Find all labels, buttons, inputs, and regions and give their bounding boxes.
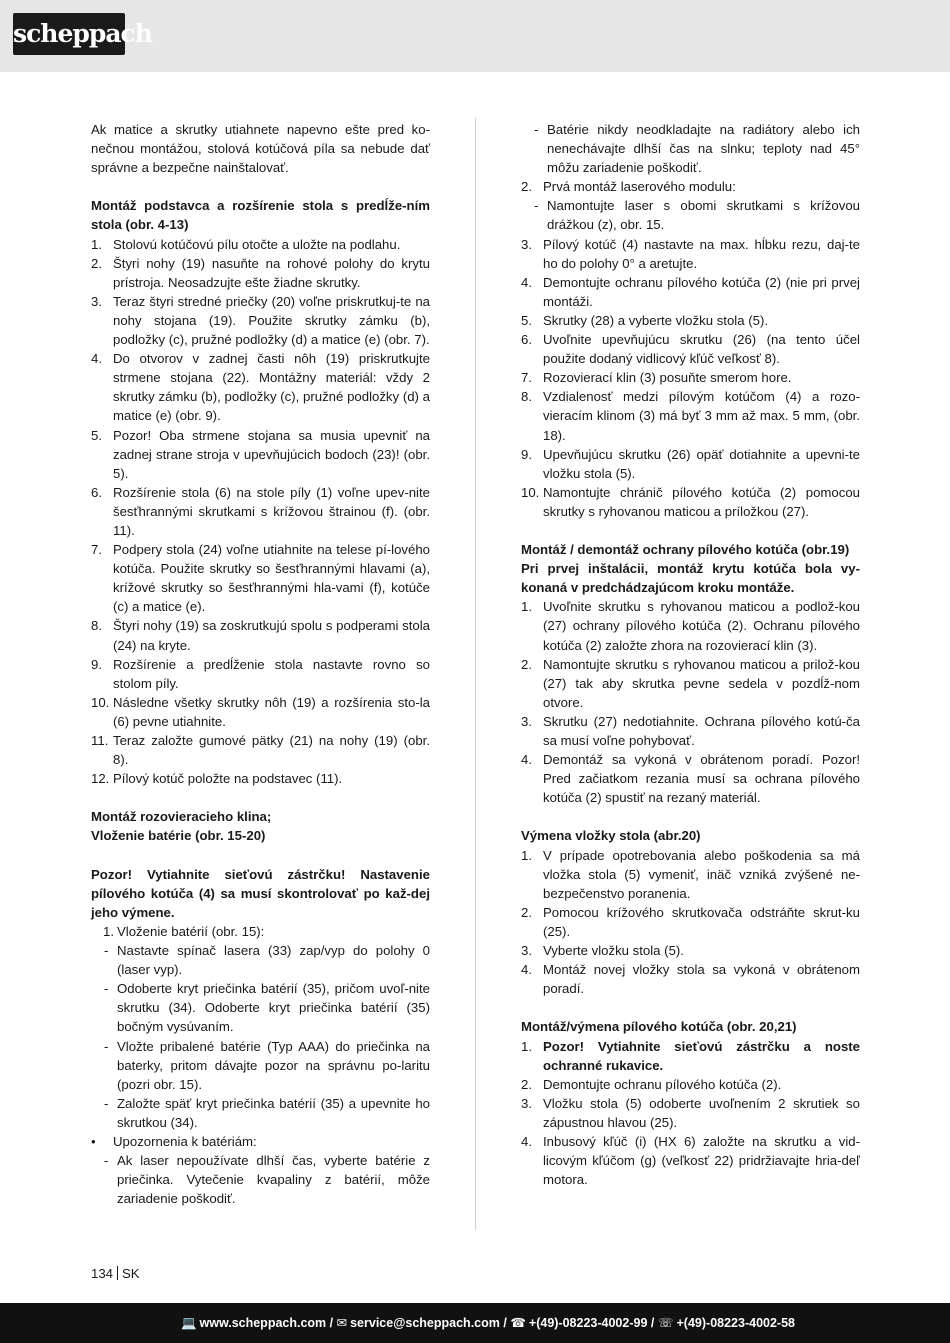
- list-marker: 2.: [521, 1076, 532, 1092]
- list-item: [521, 483, 860, 521]
- spacer: [521, 521, 860, 540]
- list-item-text: Odoberte kryt priečinka batérií (35), pričom uvoľ-nite skrutku (34). Odoberte kryt priečinka batérií (35) bočným vysúvaním.: [117, 981, 430, 1035]
- list-item-text: V prípade opotrebovania alebo poškodenia sa má vložka stola (5) vymeniť, inäč vzniká zvýšené ne-bezpečenstvo poranenia.: [543, 847, 860, 901]
- list-marker: 7.: [91, 542, 102, 558]
- header-bar: [0, 0, 950, 72]
- list-item: [91, 655, 430, 693]
- list-item-text: Pomocou krížového skrutkovača odstráňte skrut-ku (25).: [543, 904, 860, 939]
- list-item: [521, 1037, 860, 1075]
- language-code: SK: [122, 1266, 140, 1281]
- list-marker: -: [104, 981, 109, 997]
- list-marker: 12.: [91, 771, 110, 787]
- column-divider: [475, 118, 476, 1230]
- list-marker: 1.: [521, 599, 532, 615]
- list-item: [521, 750, 860, 807]
- list-item-text: Uvoľnite upevňujúcu skrutku (26) (na tento účel použite dodaný vidlicový kľúč veľkosť 8).: [543, 332, 860, 367]
- page-number: [91, 1266, 140, 1281]
- list-item: [91, 235, 430, 254]
- footer-separator: /: [329, 1316, 334, 1330]
- list-item-text: Pílový kotúč položte na podstavec (11).: [113, 771, 343, 787]
- list-item: [521, 368, 860, 387]
- mail-icon: ✉: [336, 1316, 348, 1330]
- list-item: [91, 693, 430, 731]
- list-item-text: Pozor! Oba strmene stojana sa musia upevniť na zadnej strane stroja v upevňujúcich bodoch (23)! (obr. 5).: [113, 427, 430, 481]
- list-item: [521, 903, 860, 941]
- list-item: [91, 979, 430, 1036]
- list-marker: 4.: [521, 1133, 532, 1149]
- list-item: [91, 941, 430, 979]
- list-marker: 2.: [91, 255, 102, 271]
- list-marker: 6.: [521, 332, 532, 348]
- list-marker: 10.: [91, 694, 110, 710]
- section-heading: Montáž podstavca a rozšírenie stola s predĺže-ním stola (obr. 4-13): [91, 198, 430, 233]
- list-marker: -: [104, 1038, 109, 1054]
- list-item: [91, 616, 430, 654]
- list-item-text: Vloženie batérií (obr. 15):: [117, 923, 265, 939]
- spacer: [91, 846, 430, 865]
- section-heading: Vloženie batérie (obr. 15-20): [91, 828, 266, 844]
- list-item-text: Inbusový kľúč (i) (HX 6) založte na skrutku a vid-licovým kľúčom (g) (veľkosť 22) pridržiavajte hria-deľ motora.: [543, 1133, 860, 1188]
- list-marker: 4.: [91, 351, 102, 367]
- list-marker: 7.: [521, 370, 532, 386]
- list-item: [521, 445, 860, 483]
- list-item: [521, 120, 860, 177]
- paragraph: Ak matice a skrutky utiahnete napevno ešte pred ko-nečnou montážou, stolová kotúčová píla sa nebude dať správne a bezpečne nainštalovať.: [91, 122, 430, 176]
- list-item-text: Skrutky (28) a vyberte vložku stola (5).: [543, 312, 768, 328]
- list-item-text: Ak laser nepoužívate dlhší čas, vyberte batérie z priečinka. Vytečenie kvapaliny z batérií, môže zariadenie poškodiť.: [117, 1153, 430, 1207]
- page-number-separator: [117, 1266, 118, 1280]
- list-marker: 3.: [521, 943, 532, 959]
- list-item-text: Založte späť kryt priečinka batérií (35) a upevnite ho skrutkou (34).: [117, 1095, 430, 1130]
- right-column: [521, 120, 860, 1189]
- section-heading: Montáž rozovieracieho klina;: [91, 809, 272, 825]
- list-item-text: Rozšírenie a predĺženie stola nastavte rovno so stolom píly.: [113, 656, 430, 691]
- list-item-text: Vzdialenosť medzi pílovým kotúčom (4) a rozo-vieracím klinom (3) má byť 3 mm až max. 5 mm, (obr. 18).: [543, 389, 860, 443]
- list-item-text: Namontujte laser s obomi skrutkami s krížovou drážkou (z), obr. 15.: [547, 198, 860, 233]
- list-item: [521, 1094, 860, 1132]
- list-item: [521, 941, 860, 960]
- section-heading: Montáž/výmena pílového kotúča (obr. 20,21): [521, 1019, 797, 1035]
- list-marker: 3.: [91, 293, 102, 309]
- website-link[interactable]: www.scheppach.com: [199, 1316, 327, 1330]
- list-item-text: Rozšírenie stola (6) na stole píly (1) voľne upev-nite šesťhrannými skrutkami s krížovou štrainou (f). (obr. 11).: [113, 484, 430, 538]
- list-item: [91, 349, 430, 425]
- list-marker: -: [534, 198, 539, 214]
- list-marker: 1.: [521, 1038, 532, 1054]
- phone-icon: ☎: [510, 1316, 526, 1330]
- section-heading: Pri prvej inštalácii, montáž krytu kotúča bola vy-konaná v predchádzajúcom kroku montáže.: [521, 561, 860, 596]
- list-item-text: Teraz štyri stredné priečky (20) voľne priskrutkuj-te na nohy stojana (19). Použite skrutky zámku (b), podložky (c), pružné podložky (d) a matice (e) (obr. 7).: [113, 293, 430, 348]
- list-marker: 1.: [521, 847, 532, 863]
- list-item-text: Rozovierací klin (3) posuňte smerom hore.: [543, 370, 792, 386]
- page-number-value: 134: [91, 1266, 114, 1281]
- list-item-text: Demontáž sa vykoná v obrátenom poradí. Pozor! Pred začiatkom rezania musí sa ochrana pílového kotúča (2) spustiť na rezaný materiál.: [543, 752, 860, 806]
- section-heading: Pozor! Vytiahnite sieťovú zástrčku! Nastavenie pílového kotúča (4) sa musí skontrolovať po kaž-dej jeho výmene.: [91, 866, 430, 920]
- spacer: [91, 177, 430, 196]
- spacer: [521, 998, 860, 1017]
- list-item-text: Štyri nohy (19) sa zoskrutkujú spolu s podperami stola (24) na kryte.: [113, 618, 430, 653]
- list-item-text: Demontujte ochranu pílového kotúča (2) (nie pri prvej montáži.: [543, 274, 860, 309]
- list-item: [521, 235, 860, 273]
- list-marker: 1.: [103, 923, 114, 939]
- list-marker: 2.: [521, 179, 532, 195]
- list-item: [91, 1132, 430, 1151]
- list-marker: -: [104, 943, 109, 959]
- footer-contacts: [181, 1303, 795, 1343]
- list-marker: 4.: [521, 274, 532, 290]
- list-marker: 9.: [91, 656, 102, 672]
- list-item-text: Pozor! Vytiahnite sieťovú zástrčku a noste ochranné rukavice.: [543, 1038, 860, 1073]
- list-item: [91, 254, 430, 292]
- list-item: [91, 922, 430, 941]
- list-item-text: Demontujte ochranu pílového kotúča (2).: [543, 1076, 782, 1092]
- list-marker: 5.: [91, 427, 102, 443]
- footer-separator: /: [503, 1316, 507, 1330]
- list-item: [91, 769, 430, 788]
- computer-icon: 💻: [180, 1316, 197, 1330]
- list-marker: 4.: [521, 752, 532, 768]
- list-item: [521, 1132, 860, 1189]
- list-item: [91, 292, 430, 349]
- list-marker: 2.: [521, 904, 532, 920]
- phone-number: +(49)-08223-4002-99: [528, 1316, 648, 1330]
- list-item: [521, 311, 860, 330]
- list-marker: 8.: [91, 618, 102, 634]
- list-item: [521, 712, 860, 750]
- list-item-text: Stolovú kotúčovú pílu otočte a uložte na podlahu.: [113, 236, 401, 252]
- list-marker: •: [91, 1133, 96, 1149]
- list-marker: 4.: [521, 962, 532, 978]
- list-marker: 5.: [521, 312, 532, 328]
- list-marker: -: [104, 1095, 109, 1111]
- list-item: [521, 597, 860, 654]
- list-marker: 9.: [521, 446, 532, 462]
- list-item: [91, 426, 430, 483]
- footer-bar: [0, 1303, 950, 1343]
- list-item-text: Teraz založte gumové pätky (21) na nohy (19) (obr. 8).: [113, 733, 430, 768]
- footer-separator: /: [650, 1316, 655, 1330]
- list-marker: 10.: [521, 484, 540, 500]
- list-item: [521, 846, 860, 903]
- list-item-text: Vložte pribalené batérie (Typ AAA) do priečinka na baterky, pritom dávajte pozor na správnu po-laritu (pozri obr. 15).: [117, 1038, 430, 1092]
- list-item: [521, 330, 860, 368]
- list-marker: 3.: [521, 713, 532, 729]
- list-item-text: Skrutku (27) nedotiahnite. Ochrana pílového kotú-ča sa musí voľne pohybovať.: [543, 713, 860, 748]
- fax-icon: ☏: [657, 1316, 674, 1330]
- list-item-text: Batérie nikdy neodkladajte na radiátory alebo ich nenechávajte dlhší čas na slnku; teploty nad 45° môžu zariadenie poškodiť.: [547, 122, 860, 176]
- list-item: [521, 655, 860, 712]
- fax-number: +(49)-08223-4002-58: [676, 1316, 795, 1330]
- section-heading: Výmena vložky stola (abr.20): [521, 828, 701, 844]
- list-item: [91, 1151, 430, 1208]
- list-item-text: Namontujte skrutku s ryhovanou maticou a prilož-kou (27) tak aby skrutka pevne sedela v pozdĺž-nom otvore.: [543, 656, 860, 710]
- list-item: [91, 540, 430, 616]
- section-heading: Montáž / demontáž ochrany pílového kotúča (obr.19): [521, 542, 850, 558]
- list-marker: 2.: [521, 656, 532, 672]
- list-item-text: Následne všetky skrutky nôh (19) a rozšírenia sto-la (6) pevne utiahnite.: [113, 694, 430, 729]
- list-item: [521, 960, 860, 998]
- list-item-text: Štyri nohy (19) nasuňte na rohové polohy do krytu prístroja. Neosadzujte ešte žiadne skrutky.: [113, 255, 430, 290]
- list-item-text: Nastavte spínač lasera (33) zap/vyp do polohy 0 (laser vyp).: [117, 943, 430, 978]
- list-marker: 8.: [521, 389, 532, 405]
- list-item: [91, 731, 430, 769]
- list-marker: 3.: [521, 236, 532, 252]
- spacer: [521, 807, 860, 826]
- list-item-text: Do otvorov v zadnej časti nôh (19) priskrutkujte strmene stojana (22). Montážny materiál: vždy 2 skrutky zámku (b), podložky (c), pružné podložky (d) a matice (e) (obr. 9).: [113, 351, 430, 424]
- list-item-text: Pílový kotúč (4) nastavte na max. hĺbku rezu, daj-te ho do polohy 0° a aretujte.: [543, 236, 860, 271]
- list-item: [91, 1037, 430, 1094]
- list-marker: 11.: [91, 733, 109, 748]
- list-item-text: Upozornenia k batériám:: [113, 1133, 257, 1149]
- list-item-text: Namontujte chránič pílového kotúča (2) pomocou skrutky s ryhovanou maticou a príložkou (27).: [543, 484, 860, 519]
- list-marker: 3.: [521, 1095, 532, 1111]
- left-column: [91, 120, 430, 1208]
- list-item-text: Prvá montáž laserového modulu:: [543, 179, 736, 195]
- list-marker: 1.: [91, 236, 102, 252]
- list-marker: 6.: [91, 484, 102, 500]
- list-marker: -: [104, 1153, 109, 1169]
- list-item: [521, 387, 860, 444]
- list-item-text: Montáž novej vložky stola sa vykoná v obrátenom poradí.: [543, 962, 860, 997]
- list-item: [521, 273, 860, 311]
- list-item: [521, 196, 860, 234]
- list-item: [91, 483, 430, 540]
- email-link[interactable]: service@scheppach.com: [350, 1316, 500, 1330]
- list-item-text: Vložku stola (5) odoberte uvoľnením 2 skrutiek so zápustnou hlavou (25).: [543, 1095, 860, 1130]
- list-marker: -: [534, 122, 539, 137]
- spacer: [91, 788, 430, 807]
- list-item: [521, 1075, 860, 1094]
- list-item-text: Uvoľnite skrutku s ryhovanou maticou a podlož-kou (27) ochrany pílového kotúča (2). Ochranu pílového kotúča (2) založte zhora na rozovierací klin (3).: [543, 599, 860, 653]
- list-item-text: Podpery stola (24) voľne utiahnite na telese pí-lového kotúča. Použite skrutky so šesťhrannými hlavami (a), krížové skrutky so šesťhrannými hla-vami (f), kotúče (c) a matice (e).: [113, 542, 430, 615]
- scheppach-logo: scheppach: [13, 13, 125, 55]
- list-item-text: Vyberte vložku stola (5).: [543, 943, 684, 959]
- list-item-text: Upevňujúcu skrutku (26) opäť dotiahnite a upevni-te vložku stola (5).: [543, 446, 860, 481]
- list-item: [91, 1094, 430, 1132]
- list-item: [521, 177, 860, 196]
